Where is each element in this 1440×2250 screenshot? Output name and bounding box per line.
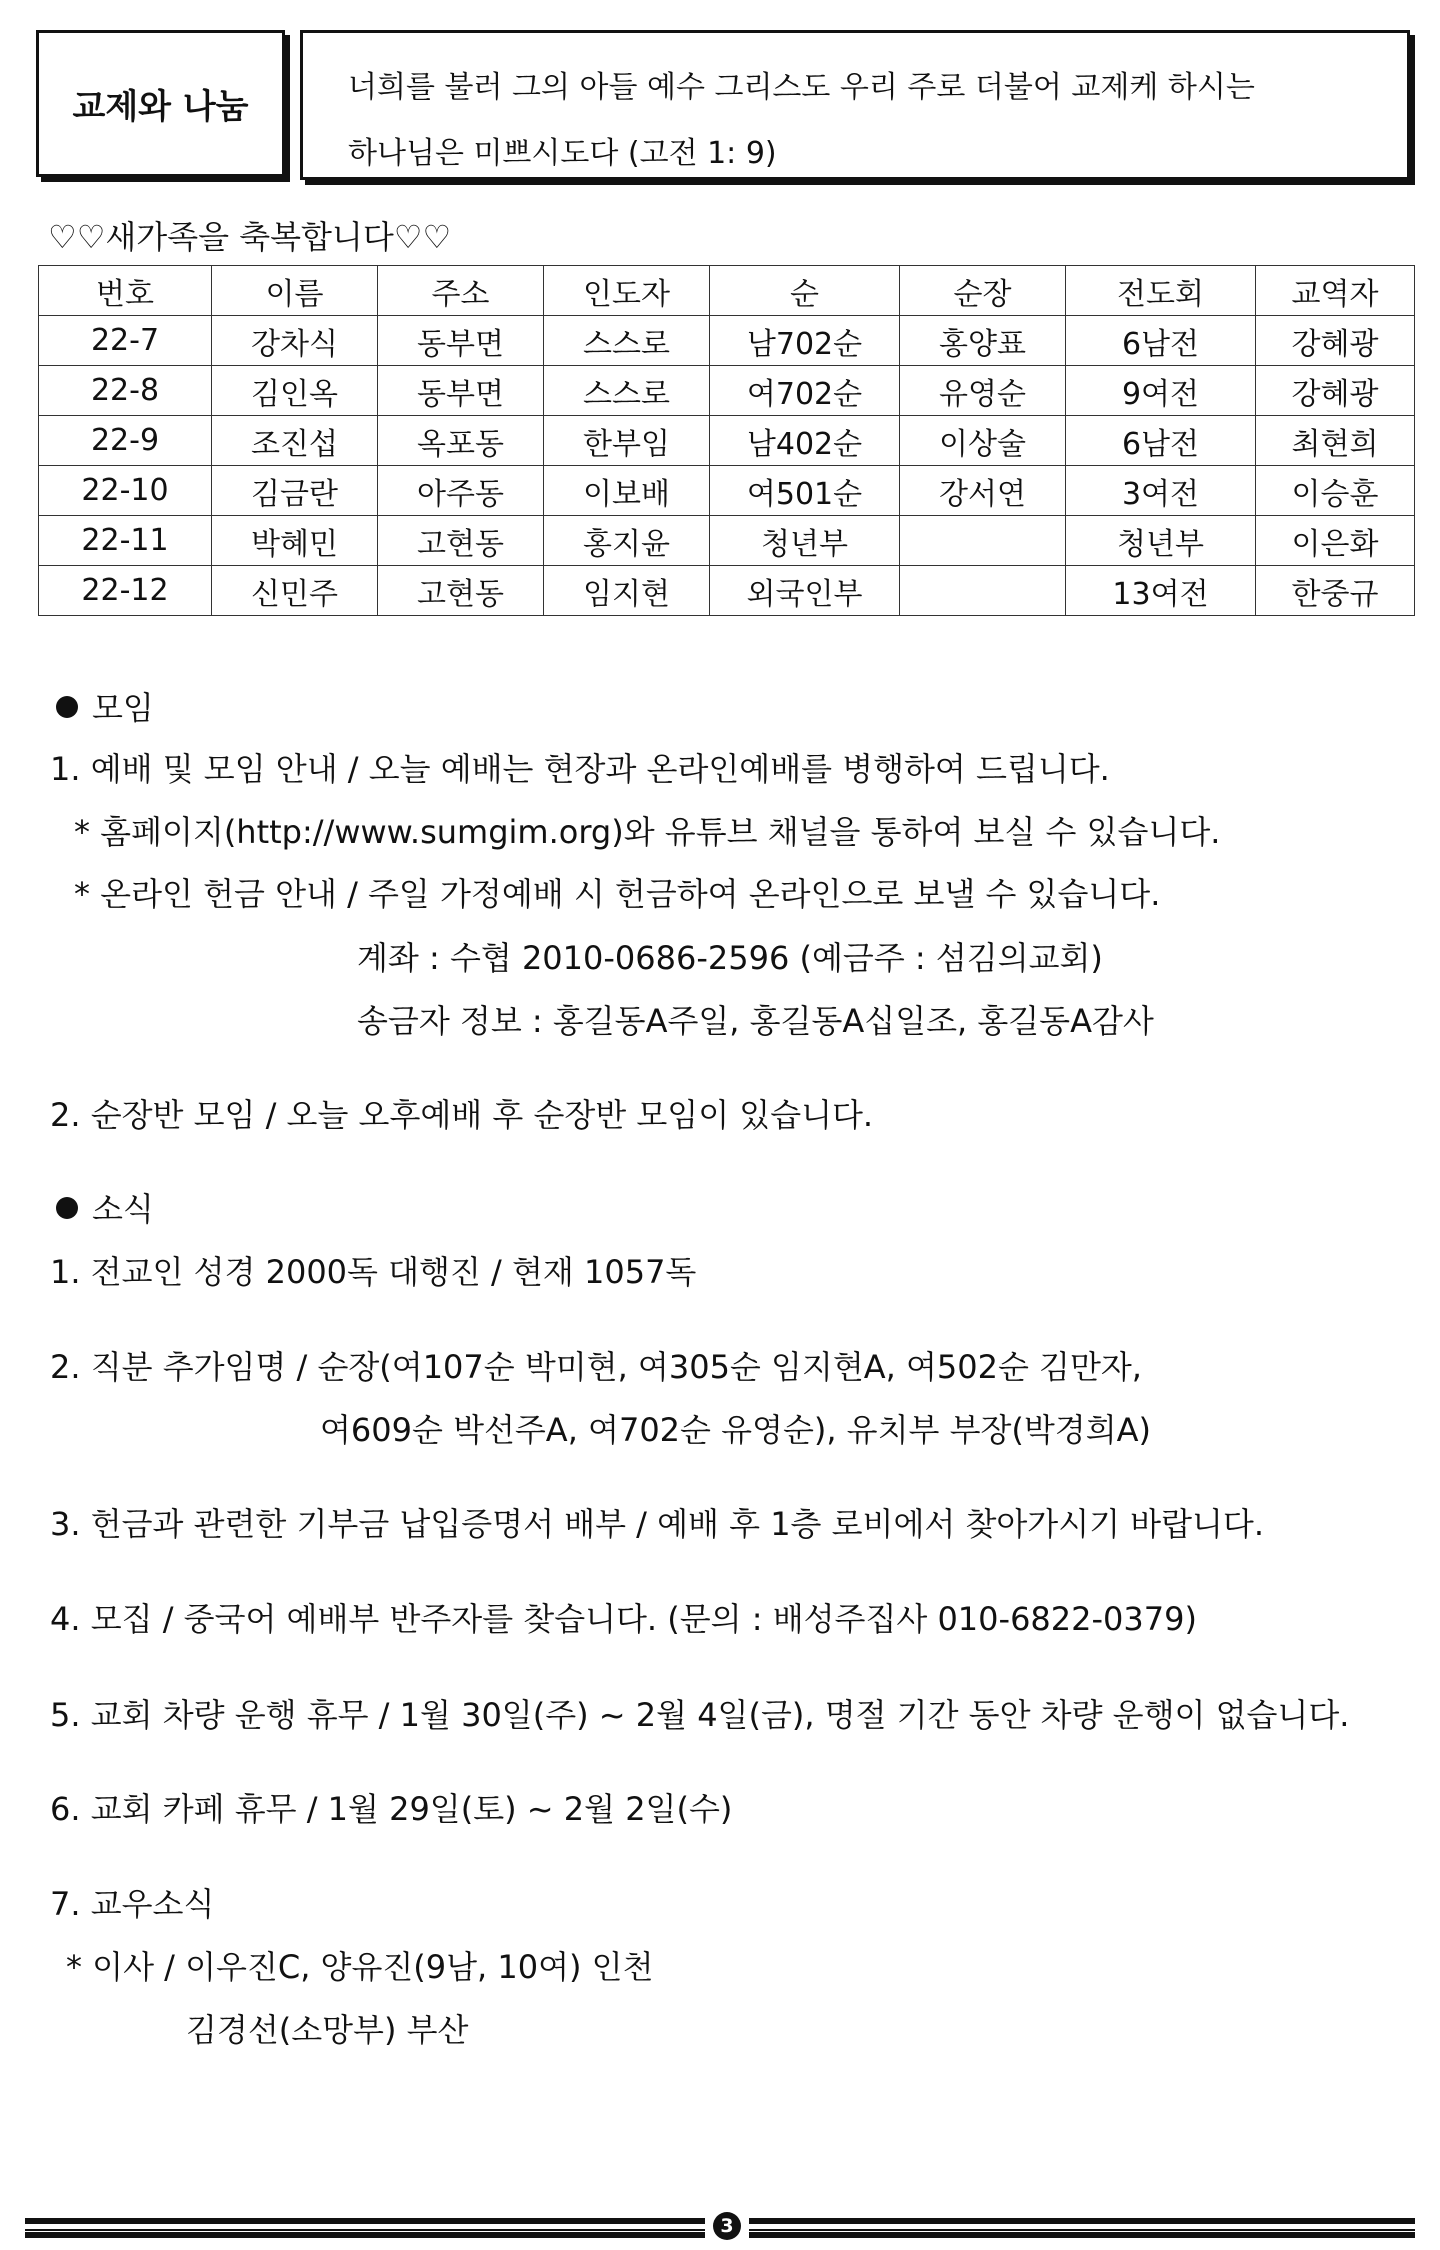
cell: 22-8: [39, 366, 212, 416]
page-footer: [25, 2215, 1415, 2238]
news-item-7-line-2: 김경선(소망부) 부산: [186, 2011, 469, 2049]
cell: 6남전: [1066, 416, 1256, 466]
cell: 고현동: [378, 516, 544, 566]
cell: 외국인부: [710, 566, 900, 616]
cell: 조진섭: [212, 416, 378, 466]
gathering-item-2: 2. 순장반 모임 / 오늘 오후예배 후 순장반 모임이 있습니다.: [50, 1096, 874, 1134]
cell: 9여전: [1066, 366, 1256, 416]
cell: 강서연: [900, 466, 1066, 516]
section-title: 교제와 나눔: [72, 87, 249, 127]
cell: 한부임: [544, 416, 710, 466]
news-item-4: 4. 모집 / 중국어 예배부 반주자를 찾습니다. (문의 : 배성주집사 010-6822-0379): [50, 1600, 1197, 1638]
news-item-7: 7. 교우소식: [50, 1885, 215, 1923]
cell: 13여전: [1066, 566, 1256, 616]
verse-line-2: 하나님은 미쁘시도다 (고전 1: 9): [348, 136, 777, 171]
cell: 동부면: [378, 366, 544, 416]
col-header: 이름: [212, 266, 378, 316]
cell: 고현동: [378, 566, 544, 616]
cell: 여501순: [710, 466, 900, 516]
page-number: 3: [713, 2212, 741, 2240]
table-row: [39, 516, 1415, 566]
verse-box: [300, 30, 1410, 180]
news-item-2-line-2: 여609순 박선주A, 여702순 유영순), 유치부 부장(박경희A): [320, 1411, 1152, 1449]
table-header-row: [39, 266, 1415, 316]
cell: 청년부: [1066, 516, 1256, 566]
cell: 22-12: [39, 566, 212, 616]
cell: 옥포동: [378, 416, 544, 466]
news-heading: [56, 1184, 154, 1230]
bullet-icon: [56, 696, 78, 718]
gathering-heading: [56, 683, 154, 729]
col-header: 번호: [39, 266, 212, 316]
news-title: 소식: [92, 1190, 154, 1228]
cell: 여702순: [710, 366, 900, 416]
news-item-6: 6. 교회 카페 휴무 / 1월 29일(토) ~ 2월 2일(수): [50, 1790, 733, 1828]
new-family-table: [38, 265, 1415, 616]
table-row: [39, 316, 1415, 366]
cell: 이보배: [544, 466, 710, 516]
cell: 동부면: [378, 316, 544, 366]
sender-info: 송금자 정보 : 홍길동A주일, 홍길동A십일조, 홍길동A감사: [357, 1002, 1154, 1040]
cell: 남402순: [710, 416, 900, 466]
col-header: 순: [710, 266, 900, 316]
cell: 임지현: [544, 566, 710, 616]
cell: 22-7: [39, 316, 212, 366]
table-row: [39, 366, 1415, 416]
gathering-note-homepage: * 홈페이지(http://www.sumgim.org)와 유튜브 채널을 통하여 보실 수 있습니다.: [74, 813, 1221, 851]
cell: 남702순: [710, 316, 900, 366]
cell: 최현희: [1256, 416, 1415, 466]
new-family-title: ♡♡새가족을 축복합니다♡♡: [48, 218, 452, 256]
news-item-2-line-1: 2. 직분 추가임명 / 순장(여107순 박미현, 여305순 임지현A, 여502순 김만자,: [50, 1348, 1142, 1386]
cell: 22-10: [39, 466, 212, 516]
cell: 강차식: [212, 316, 378, 366]
bank-account: 계좌 : 수협 2010-0686-2596 (예금주 : 섬김의교회): [357, 939, 1103, 977]
footer-rule-left: [25, 2218, 705, 2238]
cell: 22-9: [39, 416, 212, 466]
news-item-5: 5. 교회 차량 운행 휴무 / 1월 30일(주) ~ 2월 4일(금), 명절 기간 동안 차량 운행이 없습니다.: [50, 1696, 1350, 1734]
col-header: 주소: [378, 266, 544, 316]
cell: 스스로: [544, 366, 710, 416]
gathering-note-online-offering: * 온라인 헌금 안내 / 주일 가정예배 시 헌금하여 온라인으로 보낼 수 있습니다.: [74, 875, 1161, 913]
news-item-3: 3. 헌금과 관련한 기부금 납입증명서 배부 / 예배 후 1층 로비에서 찾아가시기 바랍니다.: [50, 1505, 1265, 1543]
cell: 김인옥: [212, 366, 378, 416]
cell: 22-11: [39, 516, 212, 566]
col-header: 순장: [900, 266, 1066, 316]
table-row: [39, 416, 1415, 466]
verse-line-1: 너희를 불러 그의 아들 예수 그리스도 우리 주로 더불어 교제케 하시는: [348, 70, 1255, 105]
table-row: [39, 566, 1415, 616]
col-header: 전도회: [1066, 266, 1256, 316]
cell: 이승훈: [1256, 466, 1415, 516]
cell: 신민주: [212, 566, 378, 616]
cell: 스스로: [544, 316, 710, 366]
cell: 3여전: [1066, 466, 1256, 516]
cell: 강혜광: [1256, 316, 1415, 366]
col-header: 인도자: [544, 266, 710, 316]
cell: 한중규: [1256, 566, 1415, 616]
bullet-icon: [56, 1197, 78, 1219]
cell: [900, 516, 1066, 566]
cell: 홍지윤: [544, 516, 710, 566]
col-header: 교역자: [1256, 266, 1415, 316]
cell: 유영순: [900, 366, 1066, 416]
cell: 청년부: [710, 516, 900, 566]
cell: 김금란: [212, 466, 378, 516]
gathering-title: 모임: [92, 689, 154, 727]
cell: [900, 566, 1066, 616]
footer-rule-right: [749, 2218, 1415, 2238]
cell: 아주동: [378, 466, 544, 516]
news-item-7-line-1: * 이사 / 이우진C, 양유진(9남, 10여) 인천: [66, 1948, 654, 1986]
cell: 강혜광: [1256, 366, 1415, 416]
cell: 홍양표: [900, 316, 1066, 366]
table-row: [39, 466, 1415, 516]
cell: 이상술: [900, 416, 1066, 466]
news-item-1: 1. 전교인 성경 2000독 대행진 / 현재 1057독: [50, 1253, 697, 1291]
cell: 박혜민: [212, 516, 378, 566]
section-title-box: [36, 30, 285, 177]
cell: 이은화: [1256, 516, 1415, 566]
gathering-item-1: 1. 예배 및 모임 안내 / 오늘 예배는 현장과 온라인예배를 병행하여 드립니다.: [50, 750, 1110, 788]
cell: 6남전: [1066, 316, 1256, 366]
